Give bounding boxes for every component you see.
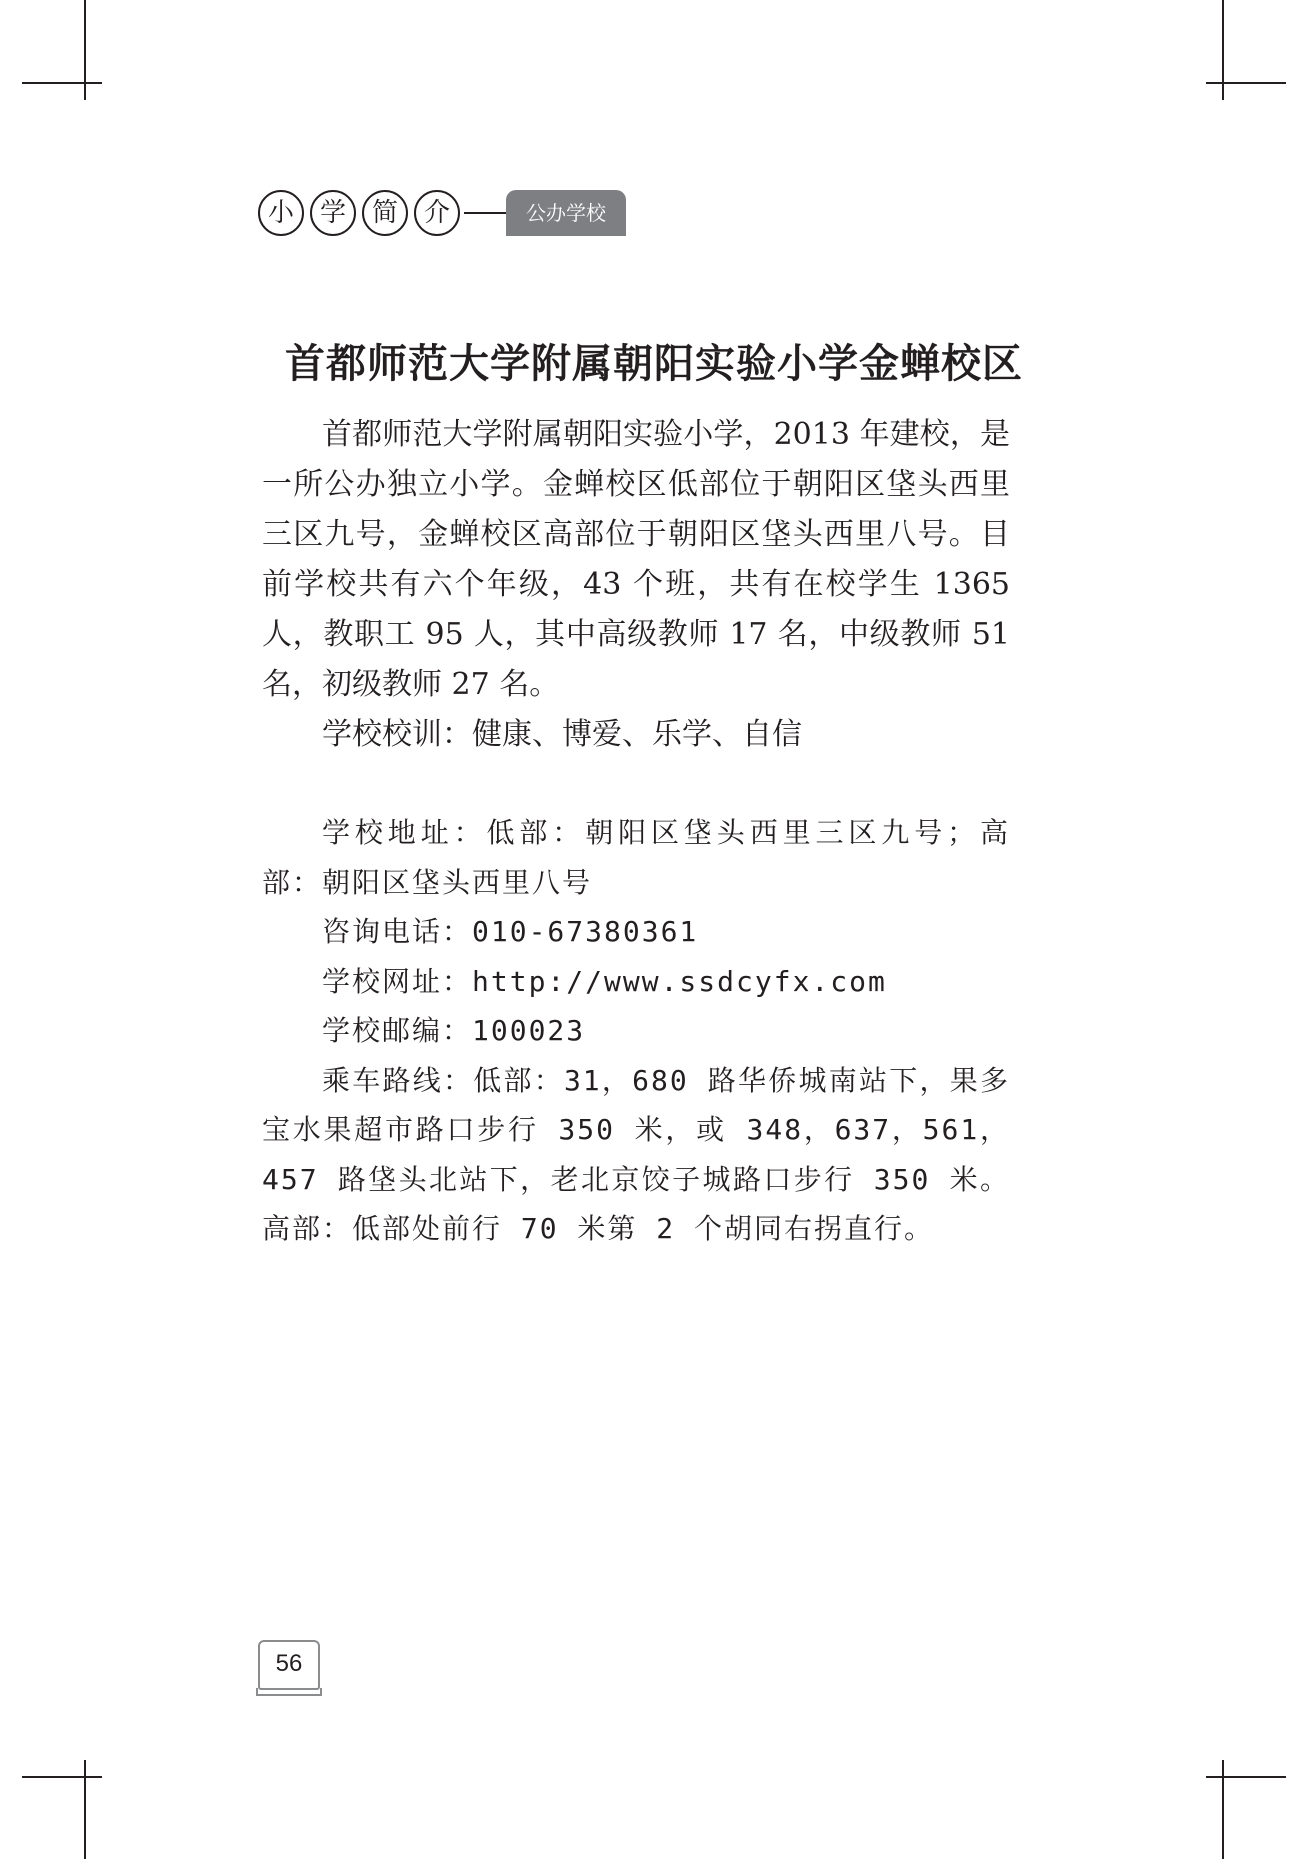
crop-mark — [84, 1760, 86, 1859]
intro-paragraph: 首都师范大学附属朝阳实验小学，2013 年建校，是一所公办独立小学。金蝉校区低部位于朝阳区垡头西里三区九号，金蝉校区高部位于朝阳区垡头西里八号。目前学校共有六个年级，43 个班，共有在校学生 1365 人，教职工 95 人，其中高级教师 17 名，中级教师 51 名，初级教师 27 名。 — [262, 417, 1010, 702]
school-phone: 咨询电话：010-67380361 — [322, 915, 699, 948]
info-section — [262, 808, 1010, 1254]
header-circle-char: 介 — [414, 190, 460, 236]
intro-section — [262, 410, 1010, 760]
header-connector-line — [464, 212, 512, 214]
header-circle-char: 学 — [310, 190, 356, 236]
school-postcode: 学校邮编：100023 — [322, 1014, 586, 1047]
crop-mark — [22, 82, 102, 84]
crop-mark — [1206, 82, 1286, 84]
bus-route: 乘车路线：低部：31，680 路华侨城南站下，果多宝水果超市路口步行 350 米，或 348，637，561，457 路垡头北站下，老北京饺子城路口步行 350 米。高部：低部处前行 70 米第 2 个胡同右拐直行。 — [262, 1063, 1010, 1245]
crop-mark — [22, 1776, 102, 1778]
school-motto: 学校校训：健康、博爱、乐学、自信 — [322, 717, 802, 752]
crop-mark — [1222, 1760, 1224, 1859]
crop-mark — [1222, 0, 1224, 100]
crop-mark — [84, 0, 86, 100]
school-website: 学校网址：http://www.ssdcyfx.com — [322, 964, 887, 998]
page-number: 56 — [258, 1640, 320, 1690]
header-circle-char: 小 — [258, 190, 304, 236]
crop-mark — [1206, 1776, 1286, 1778]
category-tab: 公办学校 — [506, 190, 626, 236]
school-address: 学校地址：低部：朝阳区垡头西里三区九号；高部：朝阳区垡头西里八号 — [262, 816, 1010, 899]
page-title: 首都师范大学附属朝阳实验小学金蝉校区 — [285, 341, 1023, 387]
header-circle-char: 简 — [362, 190, 408, 236]
